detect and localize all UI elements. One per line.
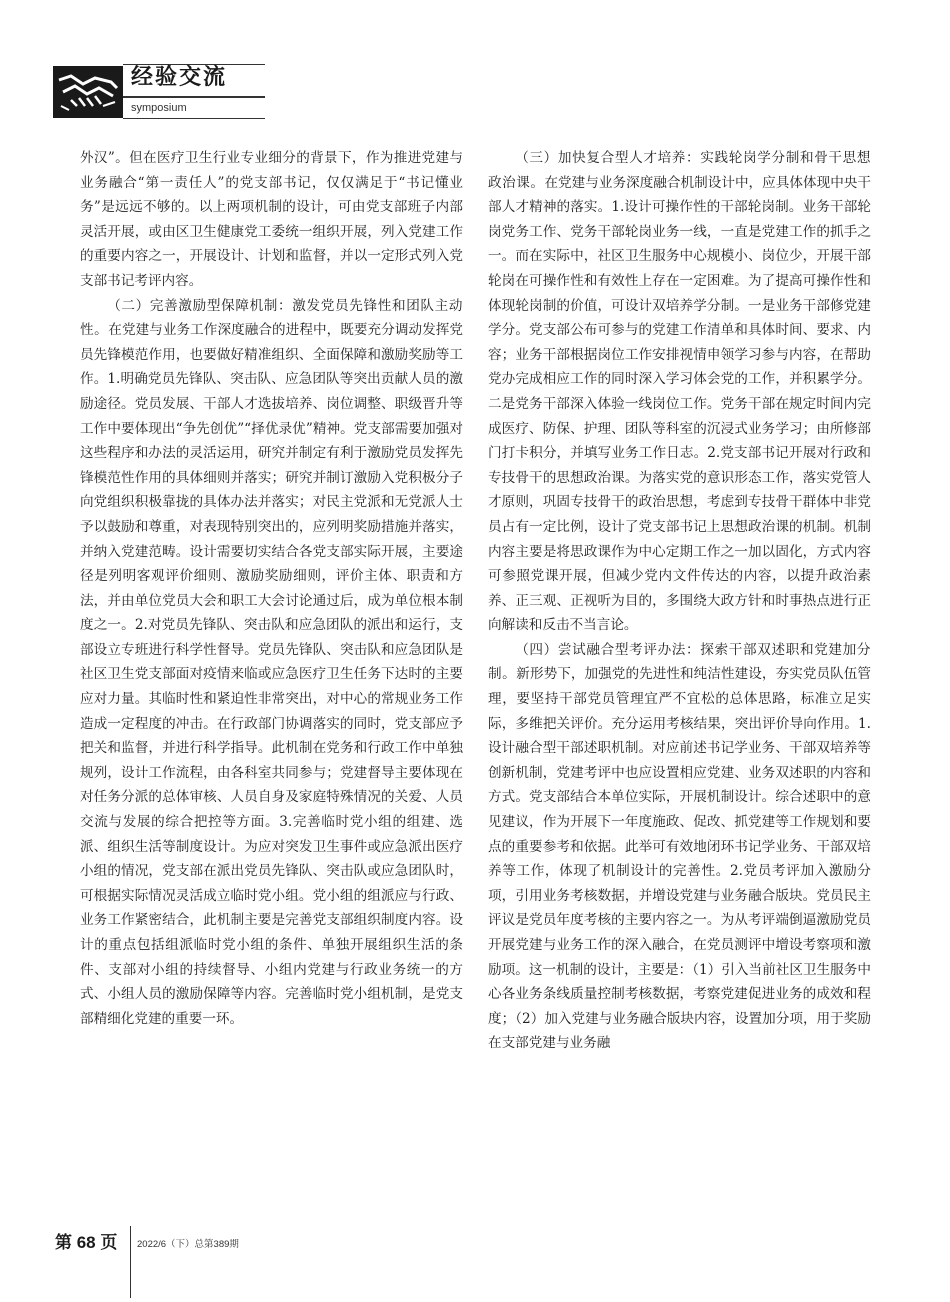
section-heading: （二）完善激励型保障机制：激发党员先锋性和团队主动性。: [80, 297, 463, 339]
paragraph-body: 在党建与业务深度融合机制设计中，应具体体现中央干部人才精神的落实。1.设计可操作性的干部轮岗制。业务干部轮岗党务工作、党务干部轮岗业务一线，一直是党建工作的抓手之一。而在实际中，社区卫生服务中心规模小、岗位少，开展干部轮岗在可操作性和有效性上存在一定困难。为了提高可操作性和体现轮岗制的价值，可设计双培养学分制。一是业务干部修党建学分。党支部公布可参与的党建工作清单和具体时间、要求、内容；业务干部根据岗位工作安排视情申领学习参与内容，在帮助党办完成相应工作的同时深入学习体会党的工作，并积累学分。二是党务干部深入体验一线岗位工作。党务干部在规定时间内完成医疗、防保、护理、团队等科室的沉浸式业务学习；由所修部门打卡积分，并填写业务工作日志。2.党支部书记开展对行政和专技骨干的思想政治课。为落实党的意识形态工作，落实党管人才原则，巩固专技骨干的政治思想，考虑到专技骨干群体中非党员占有一定比例，设计了党支部书记上思想政治课的机制。机制内容主要是将思政课作为中心定期工作之一加以固化，方式内容可参照党课开展，但减少党内文件传达的内容，以提升政治素养、正三观、正视听为目的，多围绕大政方针和时事热点进行正向解读和反击不当言论。: [488, 174, 872, 634]
issue-info: 2022/6（下）总第389期: [137, 1239, 239, 1250]
footer-divider: [130, 1226, 131, 1298]
paragraph: [80, 294, 463, 1032]
paragraph-body: 新形势下，加强党的先进性和纯洁性建设，夯实党员队伍管理，要坚持干部党员管理宜严不宜松的总体思路，标准立足实际，多维把关评价。充分运用考核结果，突出评价导向作用。1.设计融合型干部述职机制。对应前述书记学业务、干部双培养等创新机制，党建考评中也应设置相应党建、业务双述职的内容和方式。党支部结合本单位实际，开展机制设计。综合述职中的意见建议，作为开展下一年度施政、促改、抓党建等工作规划和要点的重要参考和依据。此举可有效地闭环书记学业务、干部双培养等工作，体现了机制设计的完善性。2.党员考评加入激励分项，引用业务考核数据，并增设党建与业务融合版块。党员民主评议是党员年度考核的主要内容之一。为从考评端倒逼激励党员开展党建与业务工作的深入融合，在党员测评中增设考察项和激励项。这一机制的设计，主要是：（1）引入当前社区卫生服务中心各业务条线质量控制考核数据，考察党建促进业务的成效和程度；（2）加入党建与业务融合版块内容，设置加分项，用于奖励在支部党建与业务融: [488, 666, 872, 1052]
paragraph: [488, 638, 871, 1056]
section-heading: （四）尝试融合型考评办法：探索干部双述职和党建加分制。: [488, 641, 871, 683]
left-column: [80, 146, 463, 1031]
page-number: 第 68 页: [55, 1233, 118, 1252]
right-column: [488, 146, 871, 1056]
header-rule: [123, 96, 265, 98]
section-heading: （三）加快复合型人才培养：实践轮岗学分制和骨干思想政治课。: [488, 150, 871, 191]
paragraph-body: 在党建与业务工作深度融合的进程中，既要充分调动发挥党员先锋模范作用，也要做好精准组织、全面保障和激励奖励等工作。1.明确党员先锋队、突击队、应急团队等突出贡献人员的激励途径。党员发展、干部人才选拔培养、岗位调整、职级晋升等工作中要体现出“争先创优”“择优录优”精神。党支部需要加强对这些程序和办法的灵活运用，研究并制定有利于激励党员发挥先锋模范性作用的具体细则并落实；研究并制订激励入党积极分子向党组织积极靠拢的具体办法并落实；对民主党派和无党派人士予以鼓励和尊重，对表现特别突出的，应列明奖励措施并落实，并纳入党建范畴。设计需要切实结合各党支部实际开展，主要途径是列明客观评价细则、激励奖励细则，评价主体、职责和方法，并由单位党员大会和职工大会讨论通过后，成为单位根本制度之一。2.对党员先锋队、突击队和应急团队的派出和运行，支部设立专班进行科学性督导。党员先锋队、突击队和应急团队是社区卫生党支部面对疫情来临或应急医疗卫生任务下达时的主要应对力量。其临时性和紧迫性非常突出，对中心的常规业务工作造成一定程度的冲击。在行政部门协调落实的同时，党支部应予把关和监督，并进行科学指导。此机制在党务和行政工作中单独规列，设计工作流程，由各科室共同参与；党建督导主要体现在对任务分派的总体审核、人员自身及家庭特殊情况的关爱、人员交流与发展的综合把控等方面。3.完善临时党小组的组建、选派、组织生活等制度设计。为应对突发卫生事件或应急派出医疗小组的情况，党支部在派出党员先锋队、突击队或应急团队时，可根据实际情况灵活成立临时党小组。党小组的组派应与行政、业务工作紧密结合，此机制主要是完善党支部组织制度内容。设计的重点包括组派临时党小组的条件、单独开展组织生活的条件、支部对小组的持续督导、小组内党建与行政业务统一的方式、小组人员的激励保障等内容。完善临时党小组机制，是党支部精细化党建的重要一环。: [80, 322, 464, 1027]
paragraph: [488, 146, 871, 638]
column-title: 经验交流: [131, 64, 228, 90]
column-subtitle: symposium: [131, 102, 187, 114]
paragraph: 外汉”。但在医疗卫生行业专业细分的背景下，作为推进党建与业务融合“第一责任人”的党支部书记，仅仅满足于“书记懂业务”是远远不够的。以上两项机制的设计，可由党支部班子内部灵活开展，或由区卫生健康党工委统一组织开展，列入党建工作的重要内容之一，开展设计、计划和监督，并以一定形式列入党支部书记考评内容。: [80, 150, 463, 289]
handshake-icon: [53, 66, 123, 118]
header-rule: [123, 118, 265, 119]
